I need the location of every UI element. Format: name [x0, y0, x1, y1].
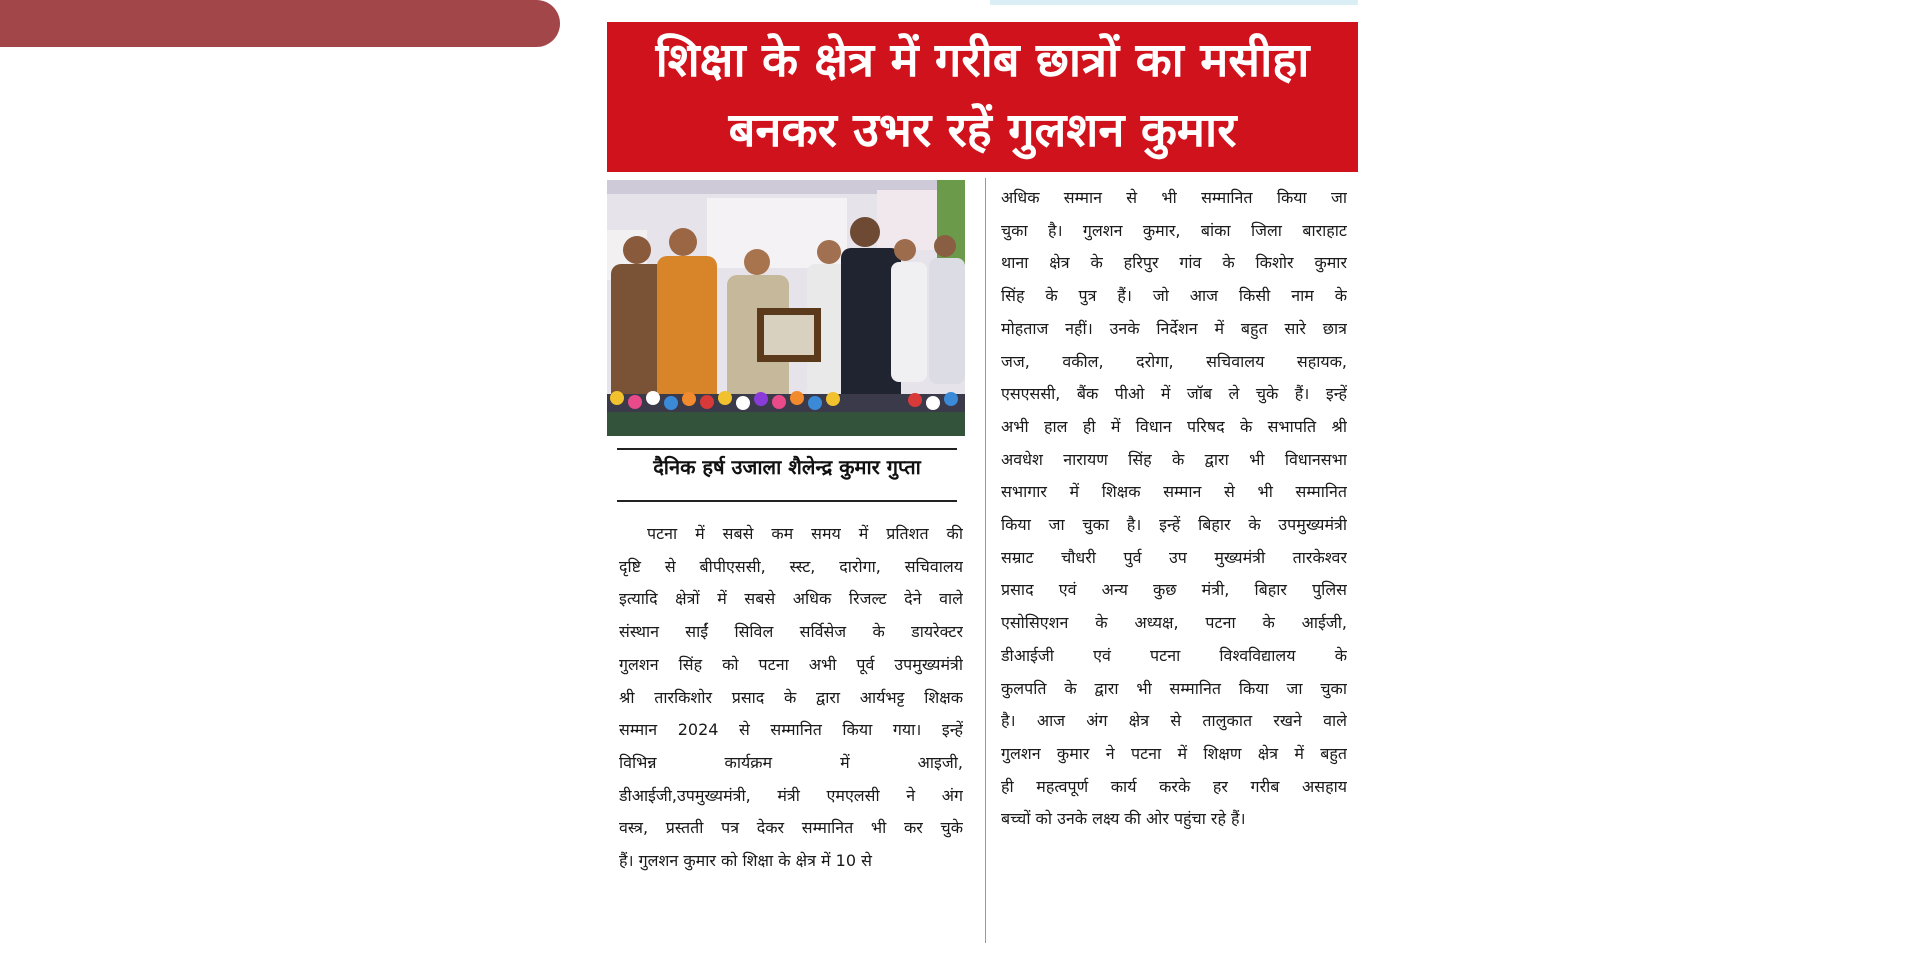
article-line: चुका है। गुलशन कुमार, बांका जिला बाराहाट: [1001, 220, 1347, 240]
article-line: पटना में सबसे कम समय में प्रतिशत की: [647, 524, 963, 543]
article-line: श्री तारकिशोर प्रसाद के द्वारा आर्यभट्ट शिक्षक: [619, 687, 963, 707]
newspaper-clipping: [605, 20, 1360, 938]
article-line: कुलपति के द्वारा भी सम्मानित किया जा चुका: [1001, 678, 1347, 698]
award-ceremony-photo-illustration: [607, 180, 965, 436]
article-line: सभागार में शिक्षक सम्मान से भी सम्मानित: [1001, 482, 1347, 502]
headline-banner: [607, 22, 1358, 172]
article-line: थाना क्षेत्र के हरिपुर गांव के किशोर कुमार: [1001, 253, 1347, 273]
article-line: अधिक सम्मान से भी सम्मानित किया जा: [1001, 188, 1347, 207]
article-line: गुलशन सिंह को पटना अभी पूर्व उपमुख्यमंत्री: [619, 654, 963, 674]
article-line: विभिन्न कार्यक्रम में आइजी,: [619, 752, 963, 772]
article-line: जज, वकील, दरोगा, सचिवालय सहायक,: [1001, 351, 1347, 371]
article-line: अवधेश नारायण सिंह के द्वारा भी विधानसभा: [1001, 449, 1347, 469]
article-line: अभी हाल ही में विधान परिषद के सभापति श्री: [1001, 416, 1347, 436]
article-line: प्रसाद एवं अन्य कुछ मंत्री, बिहार पुलिस: [1001, 580, 1347, 600]
article-line: मोहताज नहीं। उनके निर्देशन में बहुत सारे छात्र: [1001, 318, 1347, 338]
article-line: एसएससी, बैंक पीओ में जॉब ले चुके हैं। इन्हें: [1001, 384, 1347, 404]
article-left-column: [619, 518, 963, 878]
headline-line-2: बनकर उभर रहें गुलशन कुमार: [728, 103, 1237, 158]
column-divider: [985, 178, 986, 943]
article-line: सम्राट चौधरी पुर्व उप मुख्यमंत्री तारकेश्वर: [1001, 547, 1347, 567]
article-line: वस्त्र, प्रस्तती पत्र देकर सम्मानित भी कर चुके: [619, 818, 963, 838]
article-line: डीआईजी एवं पटना विश्वविद्यालय के: [1001, 645, 1347, 665]
article-line: संस्थान साईं सिविल सर्विसेज के डायरेक्टर: [619, 622, 963, 642]
article-line: डीआईजी,उपमुख्यमंत्री, मंत्री एमएलसी ने अंग: [619, 785, 963, 805]
award-ceremony-photo: [607, 180, 965, 436]
article-right-column: [1001, 182, 1347, 836]
article-line: सम्मान 2024 से सम्मानित किया गया। इन्हें: [619, 720, 963, 740]
byline: [617, 448, 957, 502]
article-line: किया जा चुका है। इन्हें बिहार के उपमुख्यमंत्री: [1001, 515, 1347, 535]
headline-line-1: शिक्षा के क्षेत्र में गरीब छात्रों का मसीहा: [655, 33, 1310, 88]
article-line: गुलशन कुमार ने पटना में शिक्षण क्षेत्र में बहुत: [1001, 743, 1347, 763]
byline-text: दैनिक हर्ष उजाला शैलेन्द्र कुमार गुप्ता: [653, 455, 921, 479]
top-accent-strip: [990, 0, 1358, 5]
top-accent-bar: [0, 0, 560, 47]
article-line: इत्यादि क्षेत्रों में सबसे अधिक रिजल्ट देने वाले: [619, 589, 963, 609]
article-line: एसोसिएशन के अध्यक्ष, पटना के आईजी,: [1001, 613, 1347, 633]
article-line: ही महत्वपूर्ण कार्य करके हर गरीब असहाय: [1001, 776, 1347, 796]
article-line: सिंह के पुत्र हैं। जो आज किसी नाम के: [1001, 286, 1347, 306]
article-line: दृष्टि से बीपीएससी, स्स्ट, दारोगा, सचिवालय: [619, 556, 963, 576]
article-line: है। आज अंग क्षेत्र से तालुकात रखने वाले: [1001, 711, 1347, 731]
article-line: बच्चों को उनके लक्ष्य की ओर पहुंचा रहे हैं।: [1001, 809, 1246, 829]
article-line: हैं। गुलशन कुमार को शिक्षा के क्षेत्र में 10 से: [619, 851, 872, 871]
